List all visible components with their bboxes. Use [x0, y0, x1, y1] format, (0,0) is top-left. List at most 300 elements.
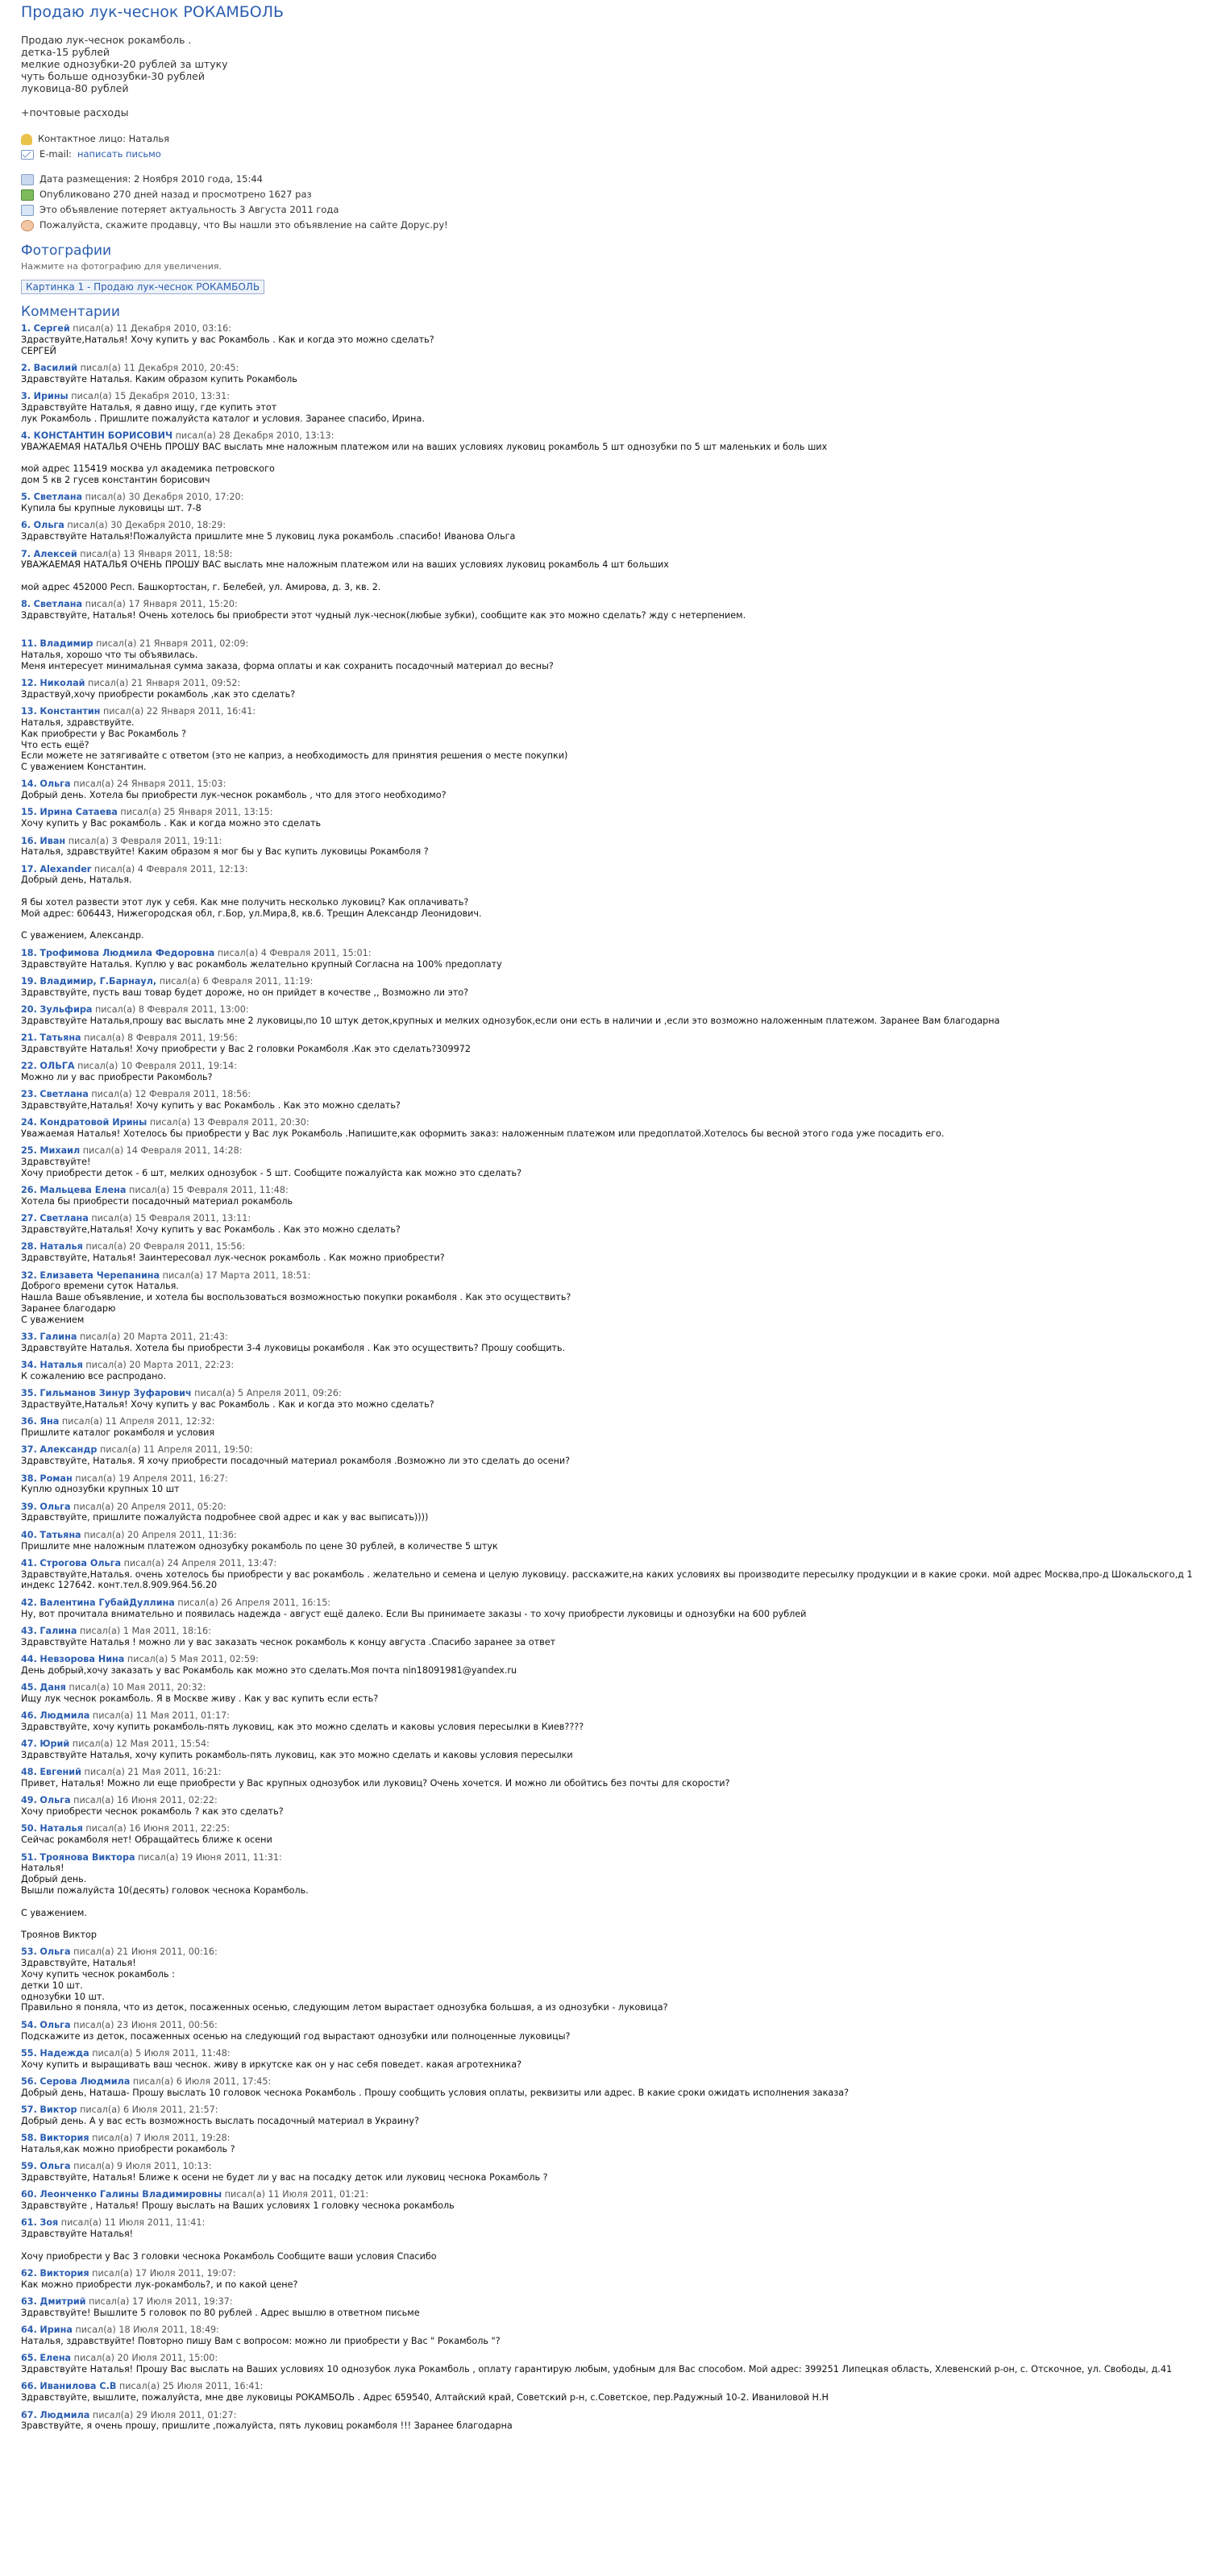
comment [21, 638, 1209, 671]
comment-text: Здравствуйте Наталья. Каким образом купить Рокамболь [21, 373, 297, 384]
comment-date: писал(а) 6 Июля 2011, 21:57: [80, 2104, 218, 2115]
comment-author[interactable]: Ирины [33, 390, 69, 401]
comment-text: УВАЖАЕМАЯ НАТАЛЬЯ ОЧЕНЬ ПРОШУ ВАС выслать мне наложным платежом или на ваших условиях луковиц рокамболь 4 шт больших мой адрес 452000 Респ. Башкортостан, г. Белебей, ул. Амирова, д. 3, кв. 2. [21, 559, 669, 592]
comment-author[interactable]: Надежда [39, 2047, 89, 2059]
comment-text: Наталья, здравствуйте! Повторно пишу Вам с вопросом: можно ли приобрести у Вас " Рокамболь "? [21, 2336, 501, 2347]
comment-header [21, 948, 1209, 959]
comment-author[interactable]: Ольга [33, 520, 64, 531]
comment [21, 363, 1209, 385]
comment-author[interactable]: Строгова Ольга [39, 1557, 122, 1568]
comment [21, 1213, 1209, 1236]
comment-author[interactable]: Троянова Виктора [39, 1851, 135, 1863]
comment-author[interactable]: Светлана [39, 1213, 89, 1224]
contact-block [21, 131, 1209, 233]
comment-date: писал(а) 3 Февраля 2011, 19:11: [68, 835, 222, 846]
comment-header [21, 1654, 1209, 1665]
comment [21, 2410, 1209, 2433]
comment-number: 38. [21, 1473, 37, 1484]
contact-person-row [21, 131, 1209, 147]
comment [21, 1241, 1209, 1264]
comment-date: писал(а) 8 Февраля 2011, 13:00: [94, 1003, 249, 1015]
comment-header [21, 807, 1209, 818]
comment-header [21, 492, 1209, 503]
comment-date: писал(а) 17 Июля 2011, 19:37: [89, 2296, 233, 2308]
comment [21, 1388, 1209, 1411]
comment-header [21, 779, 1209, 790]
comment-date: писал(а) 29 Июля 2011, 01:27: [92, 2409, 237, 2420]
comment-number: 50. [21, 1823, 37, 1834]
comment-author[interactable]: Алексей [33, 548, 77, 559]
comment-author[interactable]: Серова Людмила [39, 2075, 131, 2087]
comment-date: писал(а) 15 Февраля 2011, 11:48: [129, 1185, 289, 1196]
comment-header [21, 1444, 1209, 1456]
comment-header [21, 1004, 1209, 1016]
comment-header [21, 599, 1209, 610]
comment-number: 27. [21, 1213, 37, 1224]
comment-author[interactable]: Александр [39, 1444, 98, 1456]
comment-author[interactable]: Наталья [39, 1360, 83, 1371]
comment-number: 48. [21, 1767, 37, 1778]
comment [21, 1626, 1209, 1648]
comment-date: писал(а) 11 Апреля 2011, 19:50: [99, 1444, 253, 1456]
description-line: чуть больше однозубки-30 рублей [21, 70, 205, 82]
comment [21, 1795, 1209, 1818]
comment-author[interactable]: Константин [39, 706, 101, 717]
comment-text: Здравствуйте Наталья, хочу купить рокамболь-пять луковиц, как это можно сделать и каковы условия пересылки [21, 1749, 573, 1760]
comment-author[interactable]: Татьяна [39, 1032, 81, 1044]
comment-date: писал(а) 5 Апреля 2011, 09:26: [194, 1388, 342, 1399]
comment-header [21, 2076, 1209, 2088]
comment [21, 807, 1209, 829]
calendar-icon [21, 174, 34, 185]
comment [21, 1739, 1209, 1761]
comment-date: писал(а) 11 Декабря 2010, 03:16: [73, 323, 232, 334]
comment-header [21, 976, 1209, 987]
comment [21, 1145, 1209, 1178]
description-line: Продаю лук-чеснок рокамболь . [21, 34, 192, 46]
posted-row [21, 172, 1209, 187]
comment-author[interactable]: Виктория [39, 2133, 89, 2144]
comment-number: 40. [21, 1529, 37, 1540]
comment-date: писал(а) 6 Февраля 2011, 11:19: [159, 975, 314, 987]
comment-date: писал(а) 21 Января 2011, 02:09: [96, 638, 249, 650]
comment-number: 5. [21, 492, 31, 503]
comment-author[interactable]: КОНСТАНТИН БОРИСОВИЧ [33, 430, 172, 441]
comment-number: 18. [21, 947, 37, 958]
comment-number: 23. [21, 1089, 37, 1100]
comment-number: 37. [21, 1444, 37, 1456]
comment-header [21, 864, 1209, 875]
comment-author[interactable]: Светлана [39, 1089, 89, 1100]
comment-number: 24. [21, 1117, 37, 1128]
comment-author[interactable]: Ирина [39, 2325, 73, 2336]
photos-hint: Нажмите на фотографию для увеличения. [21, 261, 222, 272]
comment-text: Здравствуйте! Вышлите 5 головок по 80 рублей . Адрес вышлю в ответном письме [21, 2307, 420, 2318]
comment [21, 2353, 1209, 2375]
comment [21, 2268, 1209, 2291]
comment-author[interactable]: Галина [39, 1332, 77, 1343]
comment-author[interactable]: Роман [39, 1473, 73, 1484]
comment-number: 16. [21, 835, 37, 846]
comment-author[interactable]: Наталья [39, 1823, 83, 1834]
comment-text: Сейчас рокамболя нет! Обращайтесь ближе к осени [21, 1834, 272, 1846]
comment-author[interactable]: Михаил [39, 1145, 81, 1157]
comment-number: 1. [21, 323, 31, 334]
comment-header [21, 1185, 1209, 1196]
comment-number: 20. [21, 1003, 37, 1015]
comment-number: 8. [21, 599, 31, 610]
comment-date: писал(а) 7 Июля 2011, 19:28: [92, 2133, 231, 2144]
comment [21, 1823, 1209, 1846]
comment-date: писал(а) 20 Февраля 2011, 15:56: [85, 1241, 246, 1253]
comment-number: 36. [21, 1416, 37, 1427]
comment [21, 1530, 1209, 1552]
comment [21, 2189, 1209, 2212]
comment-author[interactable]: Юрий [39, 1739, 70, 1750]
comment-author[interactable]: Иванилова С.В [39, 2381, 117, 2392]
comment-header [21, 1710, 1209, 1722]
comment-author[interactable]: Валентина ГубайДуллина [39, 1597, 175, 1608]
comment [21, 1061, 1209, 1083]
comment-number: 15. [21, 807, 37, 818]
comment-text: Здравствуйте, Наталья! Ближе к осени не будет ли у вас на посадку деток или луковиц чеснока Рокамболь ? [21, 2171, 548, 2183]
comment-text: Ищу лук чеснок рокамболь. Я в Москве живу . Как у вас купить если есть? [21, 1693, 379, 1704]
comment-date: писал(а) 20 Июля 2011, 15:00: [73, 2353, 218, 2364]
comment-author[interactable]: Виктория [39, 2268, 89, 2279]
comment [21, 1004, 1209, 1027]
comment-number: 59. [21, 2161, 37, 2172]
comment-header [21, 2217, 1209, 2229]
comment-number: 63. [21, 2296, 37, 2308]
comment-header [21, 1360, 1209, 1371]
comment [21, 1682, 1209, 1705]
comment-text: Наталья,как можно приобрести рокамболь ? [21, 2143, 235, 2154]
comment-author[interactable]: Евгений [39, 1767, 81, 1778]
comment-text: Наталья, здравствуйте! Каким образом я мог бы у Вас купить луковицы Рокамболя ? [21, 846, 429, 858]
comment-header [21, 1558, 1209, 1569]
comment-number: 58. [21, 2133, 37, 2144]
comment-date: писал(а) 11 Декабря 2010, 20:45: [80, 362, 239, 373]
comment [21, 1558, 1209, 1591]
comment-date: писал(а) 15 Декабря 2010, 13:31: [71, 390, 231, 401]
comment-text: Подскажите из деток, посаженных осенью на следующий год вырастают однозубки или полноценные луковицы? [21, 2030, 571, 2042]
comment-text: Зравствуйте, я очень прошу, пришлите ,пожалуйста, пять луковиц рокамболя !!! Заранее благодарна [21, 2420, 513, 2432]
comment-author[interactable]: Ольга [39, 1501, 71, 1512]
comment-number: 53. [21, 1947, 37, 1958]
comment [21, 2048, 1209, 2071]
comment-author[interactable]: Ольга [39, 2019, 71, 2030]
comment-author[interactable]: Людмила [39, 1710, 90, 1722]
comment-header [21, 1416, 1209, 1427]
comment-date: писал(а) 23 Июня 2011, 00:56: [73, 2019, 218, 2030]
comment-date: писал(а) 20 Апреля 2011, 05:20: [73, 1501, 226, 1512]
comment-number: 64. [21, 2325, 37, 2336]
comment-date: писал(а) 24 Января 2011, 15:03: [73, 779, 226, 790]
comment-author[interactable]: Людмила [39, 2409, 90, 2420]
comment [21, 948, 1209, 970]
hand-icon [21, 220, 34, 231]
comment-header [21, 1739, 1209, 1750]
comment [21, 678, 1209, 700]
comment-header [21, 1502, 1209, 1513]
comment-header [21, 638, 1209, 650]
comment-header [21, 1795, 1209, 1806]
comment-author[interactable]: Зоя [39, 2217, 59, 2229]
description-line: детка-15 рублей [21, 46, 110, 58]
comment-author[interactable]: Ольга [39, 779, 71, 790]
comment-number: 39. [21, 1501, 37, 1512]
comment-header [21, 1332, 1209, 1343]
comment [21, 520, 1209, 542]
comment-text: Хочу купить у Вас рокамболь . Как и когда можно это сделать [21, 818, 322, 829]
description-line: мелкие однозубки-20 рублей за штуку [21, 58, 228, 70]
comment-header [21, 391, 1209, 402]
comment-text: Здравствуйте, Наталья! Очень хотелось бы приобрести этот чудный лук-чеснок(любые зубки), сообщите как это можно сделать? жду с нетерпением. [21, 610, 746, 621]
comment-author[interactable]: Ольга [39, 1947, 71, 1958]
comment-header [21, 1145, 1209, 1157]
comment-header [21, 1089, 1209, 1100]
comment-author[interactable]: Виктор [39, 2104, 77, 2115]
comment-number: 65. [21, 2353, 37, 2364]
comment-number: 44. [21, 1653, 37, 1664]
comment-number: 4. [21, 430, 31, 441]
comment-text: Здравствуйте, Наталья! Заинтересовал лук-чеснок рокамболь . Как можно приобрести? [21, 1253, 445, 1264]
comment [21, 1502, 1209, 1524]
comment-date: писал(а) 20 Марта 2011, 21:43: [79, 1332, 228, 1343]
comment-header [21, 1241, 1209, 1253]
comment-number: 41. [21, 1557, 37, 1568]
comment [21, 2076, 1209, 2099]
comment [21, 2161, 1209, 2183]
comment-number: 62. [21, 2268, 37, 2279]
comment-author[interactable]: Иван [39, 835, 66, 846]
comment-text: Добрый день. А у вас есть возможность выслать посадочный материал в Украину? [21, 2115, 419, 2126]
comment [21, 1710, 1209, 1733]
comment [21, 1473, 1209, 1496]
description [21, 34, 1209, 118]
comments-heading: Комментарии [21, 304, 120, 320]
comment-number: 66. [21, 2381, 37, 2392]
comment-text: Добрый день, Наташа- Прошу выслать 10 головок чеснока Рокамболь . Прошу сообщить условия оплаты, реквизиты или адрес. В какие сроки ожидать исполнения заказа? [21, 2087, 850, 2098]
comment-date: писал(а) 4 Февраля 2011, 12:13: [93, 863, 248, 875]
comment-number: 55. [21, 2047, 37, 2059]
comment-number: 21. [21, 1032, 37, 1044]
email-label: E-mail: [39, 148, 72, 160]
note-row [21, 218, 1209, 233]
comment-number: 17. [21, 863, 37, 875]
comment [21, 976, 1209, 999]
comment-header [21, 836, 1209, 847]
comment [21, 430, 1209, 486]
comment-date: писал(а) 11 Июля 2011, 01:21: [224, 2189, 369, 2200]
comment-text: Здравствуйте Наталья! Хочу приобрести у Вас 3 головки чеснока Рокамболь Сообщите ваши условия Спасибо [21, 2229, 437, 2262]
comment-author[interactable]: Владимир [39, 638, 93, 650]
comment-text: Наталья, хорошо что ты объявилась. Меня интересует минимальная сумма заказа, форма оплаты и как сохранить посадочный материал до весны? [21, 649, 554, 671]
comment-text: Здравствуйте Наталья ! можно ли у вас заказать чеснок рокамболь к концу августа .Спасибо заранее за ответ [21, 1636, 556, 1647]
comment-number: 12. [21, 678, 37, 689]
comment-date: писал(а) 19 Июня 2011, 11:31: [138, 1851, 282, 1863]
comment-author[interactable]: Светлана [33, 599, 82, 610]
comment-header [21, 1270, 1209, 1282]
comment-date: писал(а) 19 Апреля 2011, 16:27: [75, 1473, 228, 1484]
comment-header [21, 1473, 1209, 1485]
comment-date: писал(а) 30 Декабря 2010, 17:20: [85, 492, 244, 503]
comment [21, 1332, 1209, 1354]
comment-number: 3. [21, 390, 31, 401]
comment-date: писал(а) 11 Мая 2011, 01:17: [92, 1710, 230, 1722]
comment-date: писал(а) 18 Июля 2011, 18:49: [75, 2325, 219, 2336]
comment-number: 34. [21, 1360, 37, 1371]
comment-header [21, 2020, 1209, 2031]
comment-text: Привет, Наталья! Можно ли еще приобрести у Вас крупных однозубок или луковиц? Очень хочется. И можно ли обойтись без почты для скорости? [21, 1778, 730, 1789]
comment-text: Здравствуйте,Наталья. очень хотелось бы приобрести у вас рокамболь . желательно и семена и целую луковицу. расскажите,на каких условиях вы производите пересылку продукции и в какие сроки. мой адрес Москва,про-д Шокальского,д 1 индекс 127642. конт.тел.8.909.964.56.20 [21, 1568, 1193, 1591]
comment [21, 2133, 1209, 2155]
comment [21, 1444, 1209, 1467]
comment [21, 2104, 1209, 2127]
comment-header [21, 549, 1209, 560]
comment-author[interactable]: Ирина Сатаева [39, 807, 118, 818]
comment-author[interactable]: Мальцева Елена [39, 1185, 127, 1196]
comment-author[interactable]: Сергей [33, 323, 70, 334]
comment-date: писал(а) 12 Мая 2011, 15:54: [72, 1739, 210, 1750]
views-count: Опубликовано 270 дней назад и просмотрено 1627 раз [39, 189, 312, 200]
comment-header [21, 430, 1209, 442]
comment-text: Наталья! Добрый день. Вышли пожалуйста 10(десять) головок чеснока Корамболь. С уважением. Троянов Виктор [21, 1863, 309, 1941]
comment-date: писал(а) 9 Июля 2011, 10:13: [73, 2161, 212, 2172]
comment-date: писал(а) 6 Июля 2011, 17:45: [132, 2075, 272, 2087]
comment-date: писал(а) 30 Декабря 2010, 18:29: [67, 520, 226, 531]
comment-header [21, 1213, 1209, 1224]
comment-text: Здравствуйте, пришлите пожалуйста подробнее свой адрес и как у вас выписать)))) [21, 1512, 429, 1523]
comment-number: 57. [21, 2104, 37, 2115]
comment-header [21, 363, 1209, 374]
comment-text: Купила бы крупные луковицы шт. 7-8 [21, 503, 202, 514]
comment-header [21, 1767, 1209, 1778]
comment-author[interactable]: Дмитрий [39, 2296, 86, 2308]
comment-number: 60. [21, 2189, 37, 2200]
comment-date: писал(а) 8 Февраля 2011, 19:56: [84, 1032, 238, 1044]
comment-date: писал(а) 20 Марта 2011, 22:23: [85, 1360, 235, 1371]
comment-date: писал(а) 21 Июня 2011, 00:16: [73, 1947, 218, 1958]
description-line [21, 94, 1209, 106]
email-row [21, 147, 1209, 162]
photo-link[interactable]: Картинка 1 - Продаю лук-чеснок РОКАМБОЛЬ [21, 280, 264, 294]
comment-text: Пришлите мне наложным платежом однозубку рокамболь по цене 30 рублей, в количестве 5 штук [21, 1540, 498, 1552]
comment-date: писал(а) 12 Февраля 2011, 18:56: [91, 1089, 251, 1100]
comment-number: 2. [21, 362, 31, 373]
comment-date: писал(а) 25 Января 2011, 13:15: [120, 807, 273, 818]
comment-author[interactable]: Татьяна [39, 1529, 81, 1540]
comment-author[interactable]: Наталья [39, 1241, 83, 1253]
comment-author[interactable]: Ольга [39, 1795, 71, 1806]
comment-author[interactable]: Alexander [39, 863, 92, 875]
comment-author[interactable]: Зульфира [39, 1003, 93, 1015]
comment-author[interactable]: Кондратовой Ирины [39, 1117, 147, 1128]
comment-header [21, 1682, 1209, 1693]
comment-author[interactable]: Даня [39, 1681, 66, 1693]
comment [21, 1117, 1209, 1140]
comment-author[interactable]: Светлана [33, 492, 82, 503]
comment-date: писал(а) 16 Июня 2011, 22:25: [85, 1823, 231, 1834]
comment-header [21, 1388, 1209, 1399]
comment-header [21, 2296, 1209, 2308]
comment-text: Здравствуйте, вышлите, пожалуйста, мне две луковицы РОКАМБОЛЬ . Адрес 659540, Алтайский край, Советский р-н, с.Советское, пер.Радужный 10-2. Иваниловой Н.Н [21, 2392, 829, 2404]
comment [21, 1598, 1209, 1620]
comment-text: Здравствуйте Наталья,прошу вас выслать мне 2 луковицы,по 10 штук деток,крупных и мелких однозубок,если они есть в наличии и ,если это возможно наложенным платежом. Заранее Вам благодарна [21, 1015, 1000, 1026]
comment-date: писал(а) 22 Января 2011, 16:41: [102, 706, 256, 717]
views-row [21, 187, 1209, 202]
comment-author[interactable]: ОЛЬГА [39, 1061, 75, 1072]
comment-number: 46. [21, 1710, 37, 1722]
comment-author[interactable]: Елизавета Черепанина [39, 1269, 160, 1281]
comment-header [21, 706, 1209, 717]
comment [21, 599, 1209, 632]
comment-text: Здраствуйте,Наталья! Хочу купить у вас Рокамболь . Как и когда это можно сделать? СЕРГЕЙ [21, 334, 434, 356]
comment-header [21, 323, 1209, 334]
comment-header [21, 1626, 1209, 1637]
comment-date: писал(а) 4 Февраля 2011, 15:01: [217, 947, 372, 958]
comment [21, 1185, 1209, 1207]
comment-text: Здравствуйте Наталья! Хочу приобрести у Вас 2 головки Рокамболя .Как это сделать?309972 [21, 1043, 471, 1054]
comment-number: 42. [21, 1597, 37, 1608]
comment-author[interactable]: Владимир, Г.Барнаул, [39, 975, 157, 987]
comment-number: 26. [21, 1185, 37, 1196]
seller-note: Пожалуйста, скажите продавцу, что Вы нашли это объявление на сайте Дорус.ру! [39, 219, 448, 231]
comment-author[interactable]: Невзорова Нина [39, 1653, 125, 1664]
comment-date: писал(а) 14 Февраля 2011, 14:28: [82, 1145, 243, 1157]
comment-author[interactable]: Елена [39, 2353, 72, 2364]
comment-author[interactable]: Яна [39, 1416, 60, 1427]
comment-date: писал(а) 17 Марта 2011, 18:51: [162, 1269, 311, 1281]
comment-author[interactable]: Василий [33, 362, 78, 373]
comment-header [21, 2325, 1209, 2336]
comment-number: 56. [21, 2075, 37, 2087]
comment-author[interactable]: Леонченко Галины Владимировны [39, 2189, 222, 2200]
comment-date: писал(а) 1 Мая 2011, 18:16: [79, 1625, 211, 1636]
comment-author[interactable]: Ольга [39, 2161, 71, 2172]
comment-number: 61. [21, 2217, 37, 2229]
comment-date: писал(а) 21 Января 2011, 09:52: [88, 678, 241, 689]
comment-header [21, 2381, 1209, 2392]
comment-number: 19. [21, 975, 37, 987]
comment-text: Уважаемая Наталья! Хотелось бы приобрести у Вас лук Рокамболь .Напишите,как оформить заказ: наложенным платежом или предоплатой.Хотелось бы весной этого года уже посадить его. [21, 1128, 945, 1140]
comment [21, 323, 1209, 356]
comment-author[interactable]: Галина [39, 1625, 77, 1636]
comment-text: Добрый день, Наталья. Я бы хотел развести этот лук у себя. Как мне получить несколько луковиц? Как оплачивать? Мой адрес: 606443, Нижегородская обл, г.Бор, ул.Мира,8, кв.6. Трещин Александр Леонидович. С уважением, Александр. [21, 875, 482, 941]
comment [21, 2296, 1209, 2319]
comment-text: Хочу купить и выращивать ваш чеснок. живу в иркутске как он у нас себя поведет. какая агротехника? [21, 2059, 522, 2070]
photos-heading: Фотографии [21, 243, 112, 259]
comment-text: День добрый,хочу заказать у вас Рокамболь как можно это сделать.Моя почта nin18091981@yandex.ru [21, 1664, 517, 1676]
comment-author[interactable]: Трофимова Людмила Федоровна [39, 947, 215, 958]
comment-text: Здравствуйте,Наталья! Хочу купить у вас Рокамболь . Как это можно сделать? [21, 1100, 401, 1111]
comment-date: писал(а) 21 Мая 2011, 16:21: [84, 1767, 222, 1778]
comment-author[interactable]: Николай [39, 678, 85, 689]
comment [21, 1360, 1209, 1382]
comment-text: Добрый день. Хотела бы приобрести лук-чеснок рокамболь , что для этого необходимо? [21, 790, 447, 801]
comment-header [21, 2048, 1209, 2059]
mail-icon [21, 150, 34, 160]
description-line: +почтовые расходы [21, 106, 129, 118]
comment-text: Здравствуйте, хочу купить рокамболь-пять луковиц, как это можно сделать и каковы условия пересылки в Киев???? [21, 1721, 584, 1732]
comment-text: Здравствуйте, Наталья. Я хочу приобрести посадочный материал рокамболя .Возможно ли это сделать до осени? [21, 1456, 571, 1467]
comment-header [21, 1530, 1209, 1541]
comment-author[interactable]: Гильманов Зинур Зуфарович [39, 1388, 192, 1399]
expiry-date: Это объявление потеряет актуальность 3 Августа 2011 года [39, 204, 339, 215]
comment-number: 32. [21, 1269, 37, 1281]
write-email-link[interactable]: написать письмо [77, 148, 161, 160]
comment-number: 54. [21, 2019, 37, 2030]
